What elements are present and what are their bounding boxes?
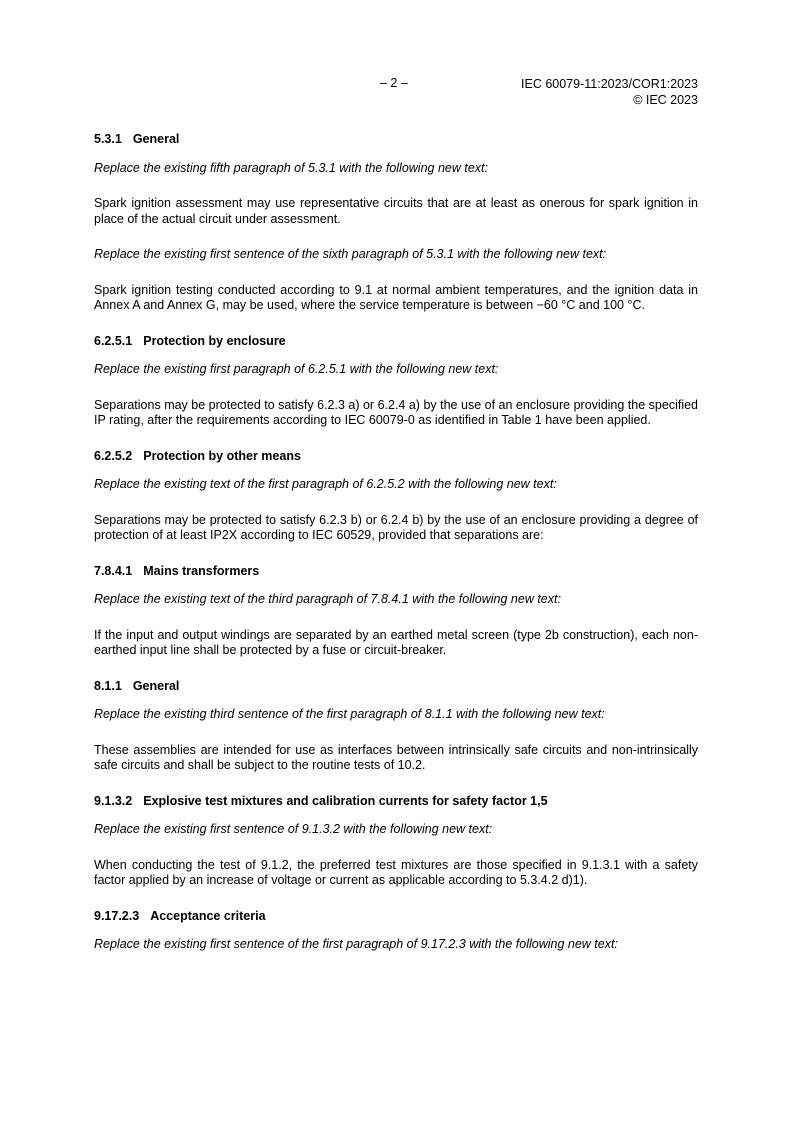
replacement-instruction: Replace the existing first sentence of the first paragraph of 9.17.2.3 with the following new text: <box>94 937 618 951</box>
replacement-instruction: Replace the existing text of the third paragraph of 7.8.4.1 with the following new text: <box>94 592 561 606</box>
section-number: 9.17.2.3 <box>94 908 140 923</box>
replacement-text: If the input and output windings are separated by an earthed metal screen (type 2b construction), each non-earthed input line shall be protected by a fuse or circuit-breaker. <box>94 627 698 657</box>
section-title: Explosive test mixtures and calibration currents for safety factor 1,5 <box>143 793 548 808</box>
section-number: 6.2.5.2 <box>94 448 133 463</box>
replacement-instruction: Replace the existing first sentence of 9.1.3.2 with the following new text: <box>94 822 493 836</box>
section-heading <box>94 909 698 925</box>
replacement-text: Spark ignition assessment may use representative circuits that are at least as onerous for spark ignition in place of the actual circuit under assessment. <box>94 196 698 226</box>
section-title: General <box>132 132 180 146</box>
page-header <box>94 76 698 132</box>
section-heading <box>94 334 698 350</box>
section-heading <box>94 794 698 810</box>
copyright-notice: © IEC 2023 <box>633 93 698 107</box>
section-number: 7.8.4.1 <box>94 563 133 578</box>
section-title: Acceptance criteria <box>150 908 266 923</box>
replacement-text: Separations may be protected to satisfy 6.2.3 b) or 6.2.4 b) by the use of an enclosure providing a degree of protection of at least IP2X according to IEC 60529, provided that separations are: <box>94 512 698 542</box>
section-heading <box>94 449 698 465</box>
document-reference <box>521 76 698 108</box>
section-heading <box>94 679 698 695</box>
section-number: 5.3.1 <box>94 132 122 146</box>
replacement-instruction: Replace the existing first sentence of the sixth paragraph of 5.3.1 with the following new text: <box>94 247 607 261</box>
replacement-instruction: Replace the existing text of the first paragraph of 6.2.5.2 with the following new text: <box>94 477 557 491</box>
section-title: General <box>132 678 180 693</box>
replacement-text: These assemblies are intended for use as interfaces between intrinsically safe circuits and non-intrinsically safe circuits and shall be subject to the routine tests of 10.2. <box>94 742 698 772</box>
section-number: 6.2.5.1 <box>94 333 133 348</box>
section-title: Protection by enclosure <box>143 333 286 348</box>
section-heading <box>94 564 698 580</box>
replacement-text: When conducting the test of 9.1.2, the preferred test mixtures are those specified in 9.1.3.1 with a safety factor applied by an increase of voltage or current as applicable according to 5.3.4.2 d)1). <box>94 857 698 887</box>
page-number: – 2 – <box>380 76 408 90</box>
section-number: 8.1.1 <box>94 678 122 693</box>
section-number: 9.1.3.2 <box>94 793 133 808</box>
replacement-instruction: Replace the existing fifth paragraph of 5.3.1 with the following new text: <box>94 160 488 175</box>
replacement-instruction: Replace the existing first paragraph of 6.2.5.1 with the following new text: <box>94 362 499 376</box>
document-id: IEC 60079-11:2023/COR1:2023 <box>521 77 698 91</box>
document-content <box>94 132 698 953</box>
section-heading <box>94 132 698 148</box>
replacement-text: Separations may be protected to satisfy 6.2.3 a) or 6.2.4 a) by the use of an enclosure providing the specified IP rating, after the requirements according to IEC 60079-0 as identified in Table 1 have been applied. <box>94 397 698 427</box>
replacement-instruction: Replace the existing third sentence of the first paragraph of 8.1.1 with the following new text: <box>94 707 605 721</box>
replacement-text: Spark ignition testing conducted according to 9.1 at normal ambient temperatures, and the ignition data in Annex A and Annex G, may be used, where the service temperature is between −60 °C and 100 °C. <box>94 282 698 312</box>
section-title: Protection by other means <box>143 448 301 463</box>
section-title: Mains transformers <box>143 563 260 578</box>
